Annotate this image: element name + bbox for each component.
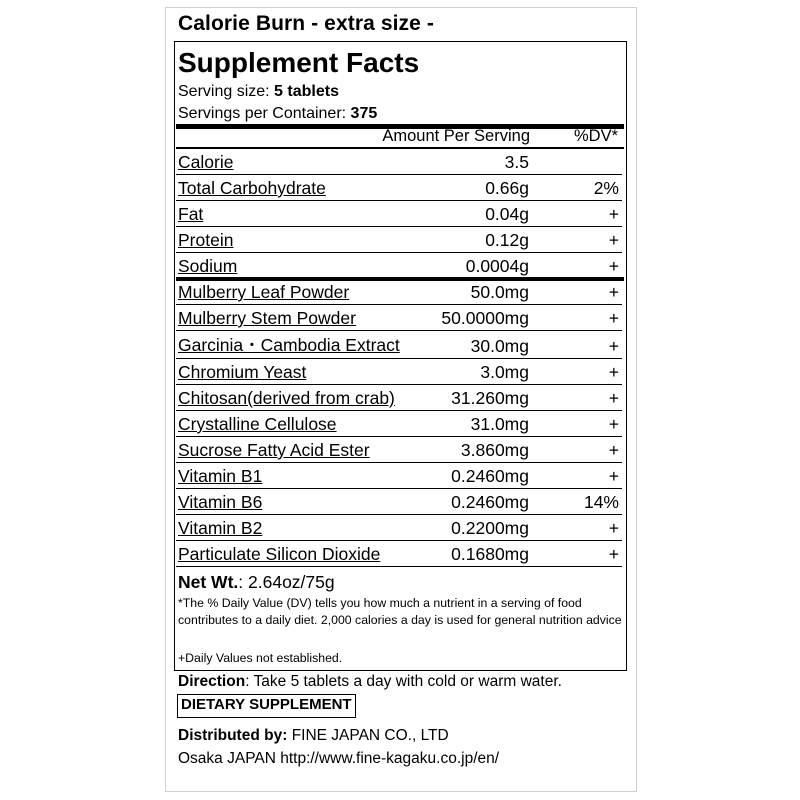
column-header-row	[176, 127, 622, 149]
row-amount: 50.0000mg	[441, 308, 529, 328]
table-row	[176, 331, 622, 359]
row-amount: 0.2460mg	[451, 492, 529, 512]
net-weight	[178, 572, 335, 593]
row-name: Total Carbohydrate	[178, 178, 326, 198]
row-dv: +	[608, 362, 619, 382]
facts-heading: Supplement Facts	[178, 47, 420, 78]
direction-label: Direction	[178, 673, 246, 690]
table-row	[176, 437, 622, 463]
servings-per-container	[178, 105, 377, 123]
row-name: Crystalline Cellulose	[178, 414, 337, 434]
serving-size-label: Serving size:	[178, 83, 270, 100]
plus-footnote: +Daily Values not established.	[178, 651, 343, 665]
row-amount: 0.0004g	[465, 256, 529, 276]
row-amount: 3.0mg	[480, 362, 529, 382]
table-row	[176, 385, 622, 411]
row-amount: 31.260mg	[451, 388, 529, 408]
row-dv: +	[608, 388, 619, 408]
table-row	[176, 227, 622, 253]
table-row	[176, 359, 622, 385]
dv-footnote: *The % Daily Value (DV) tells you how much a nutrient in a serving of food contributes to a daily diet. 2,000 calories a day is used for general nutrition advice	[178, 596, 622, 627]
row-dv: +	[608, 414, 619, 434]
row-dv: +	[608, 230, 619, 250]
row-name: Calorie	[178, 152, 234, 172]
row-name: Garcinia・Cambodia Extract	[178, 335, 400, 355]
row-amount: 30.0mg	[470, 336, 529, 356]
table-row	[176, 515, 622, 541]
row-name: Protein	[178, 230, 234, 250]
row-amount: 0.66g	[485, 178, 529, 198]
row-amount: 0.12g	[485, 230, 529, 250]
amount-per-serving-header: Amount Per Serving	[382, 127, 530, 145]
direction	[178, 673, 562, 691]
distributor-label: Distributed by:	[178, 727, 288, 744]
serving-size-value: 5 tablets	[274, 83, 339, 100]
distributor-name: FINE JAPAN CO., LTD	[291, 727, 449, 744]
row-name: Mulberry Leaf Powder	[178, 282, 350, 302]
table-row	[176, 305, 622, 331]
serving-size	[178, 83, 339, 101]
net-weight-value: : 2.64oz/75g	[238, 572, 335, 592]
row-name: Vitamin B2	[178, 518, 263, 538]
row-amount: 50.0mg	[470, 282, 529, 302]
table-row	[176, 463, 622, 489]
table-row	[176, 541, 622, 567]
table-row	[176, 411, 622, 437]
row-dv: 14%	[583, 492, 619, 512]
dietary-supplement-badge: DIETARY SUPPLEMENT	[177, 694, 356, 718]
row-dv: +	[608, 308, 619, 328]
row-dv: +	[608, 466, 619, 486]
dv-header: %DV*	[573, 127, 618, 145]
direction-text: : Take 5 tablets a day with cold or warm water.	[245, 673, 562, 690]
row-name: Sodium	[178, 256, 238, 276]
row-name: Fat	[178, 204, 204, 224]
row-name: Vitamin B6	[178, 492, 263, 512]
servings-per-container-label: Servings per Container:	[178, 105, 347, 122]
row-dv: +	[608, 440, 619, 460]
row-dv: +	[608, 544, 619, 564]
table-row	[176, 281, 622, 305]
row-amount: 0.1680mg	[451, 544, 529, 564]
net-weight-label: Net Wt.	[178, 572, 239, 592]
servings-per-container-value: 375	[350, 105, 378, 122]
row-amount: 31.0mg	[470, 414, 529, 434]
row-name: Particulate Silicon Dioxide	[178, 544, 381, 564]
product-title: Calorie Burn - extra size -	[178, 12, 434, 35]
table-row	[176, 253, 622, 279]
row-dv: 2%	[593, 178, 619, 198]
row-dv: +	[608, 282, 619, 302]
table-row	[176, 175, 622, 201]
distributor-address: Osaka JAPAN http://www.fine-kagaku.co.jp/en/	[178, 750, 500, 767]
row-amount: 0.2460mg	[451, 466, 529, 486]
row-dv: +	[608, 256, 619, 276]
row-name: Chromium Yeast	[178, 362, 307, 382]
row-dv: +	[608, 336, 619, 356]
row-name: Vitamin B1	[178, 466, 263, 486]
row-amount: 0.2200mg	[451, 518, 529, 538]
table-row	[176, 149, 622, 175]
row-name: Chitosan(derived from crab)	[178, 388, 395, 408]
row-amount: 3.5	[504, 152, 529, 172]
table-row	[176, 489, 622, 515]
row-amount: 0.04g	[485, 204, 529, 224]
row-amount: 3.860mg	[460, 440, 529, 460]
row-name: Sucrose Fatty Acid Ester	[178, 440, 370, 460]
distributor	[178, 727, 449, 745]
table-row	[176, 201, 622, 227]
row-dv: +	[608, 204, 619, 224]
row-name: Mulberry Stem Powder	[178, 308, 356, 328]
row-dv: +	[608, 518, 619, 538]
